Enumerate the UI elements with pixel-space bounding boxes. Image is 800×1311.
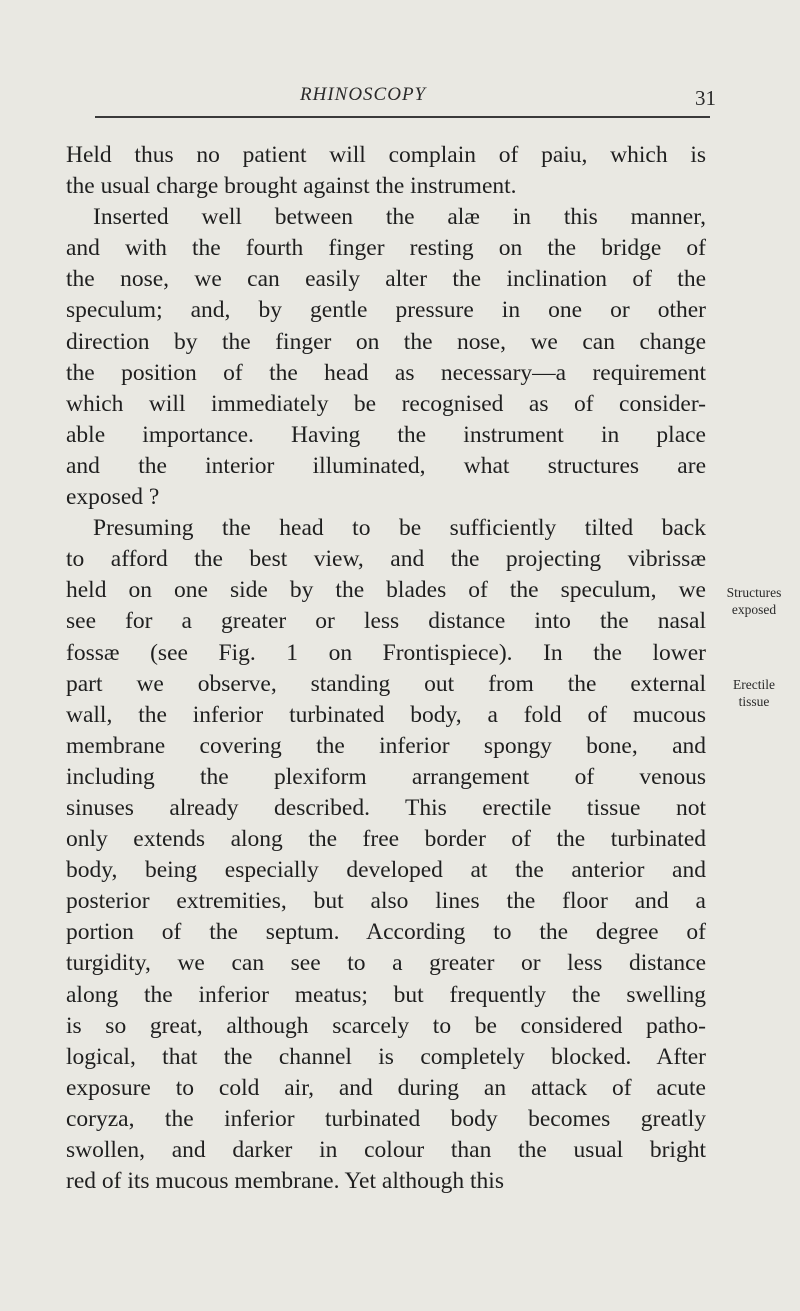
text-line: able importance. Having the instrument in place [66,421,706,448]
text-line: exposure to cold air, and during an attack of acute [66,1074,706,1101]
text-line: body, being especially developed at the anterior and [66,857,706,884]
text-line: direction by the finger on the nose, we can change [66,328,706,355]
text-line: is so great, although scarcely to be considered patho- [66,1012,706,1039]
header-rule [95,116,710,118]
text-line: part we observe, standing out from the external [66,670,706,697]
text-line: membrane covering the inferior spongy bone, and [66,732,706,759]
text-line: swollen, and darker in colour than the usual bright [66,1137,706,1163]
text-line: and the interior illuminated, what structures are [66,452,706,479]
text-line: red of its mucous membrane. Yet although this [66,1168,504,1195]
text-line: and with the fourth finger resting on the bridge of [66,235,706,262]
text-line: the usual charge brought against the instrument. [66,173,517,200]
sidenote-structures-exposed [711,584,797,618]
text-line: Held thus no patient will complain of paiu, which is [66,142,706,168]
sidenote-line: Structures [726,585,782,600]
text-line: turgidity, we can see to a greater or less distance [66,950,706,977]
text-line: held on one side by the blades of the speculum, we [66,577,706,604]
text-line: the position of the head as necessary—a requirement [66,359,706,386]
text-line: Presuming the head to be sufficiently tilted back [93,515,706,542]
text-line: along the inferior meatus; but frequently the swelling [66,981,706,1008]
text-line: wall, the inferior turbinated body, a fold of mucous [66,701,706,728]
body-text [66,140,706,1197]
text-line: to afford the best view, and the projecting vibrissæ [66,546,706,573]
text-line: sinuses already described. This erectile tissue not [66,794,706,821]
text-line: fossæ (see Fig. 1 on Frontispiece). In the lower [66,639,706,666]
running-title: RHINOSCOPY [300,84,427,105]
text-line: see for a greater or less distance into the nasal [66,608,706,635]
sidenote-erectile-tissue [711,676,797,710]
text-line: the nose, we can easily alter the inclination of the [66,266,706,293]
text-line: portion of the septum. According to the degree of [66,919,706,946]
text-line: posterior extremities, but also lines the floor and a [66,888,706,915]
sidenote-line: tissue [738,694,770,709]
text-line: coryza, the inferior turbinated body becomes greatly [66,1105,706,1132]
text-line: including the plexiform arrangement of venous [66,763,706,790]
text-line: only extends along the free border of the turbinated [66,826,706,853]
text-line: Inserted well between the alæ in this manner, [93,204,706,231]
text-line: logical, that the channel is completely blocked. After [66,1043,706,1070]
text-line: speculum; and, by gentle pressure in one or other [66,297,706,324]
sidenote-line: Erectile [733,677,775,692]
text-line: which will immediately be recognised as of consider- [66,390,706,417]
text-line: exposed ? [66,484,160,511]
sidenote-line: exposed [731,602,777,617]
page-number: 31 [695,86,716,110]
